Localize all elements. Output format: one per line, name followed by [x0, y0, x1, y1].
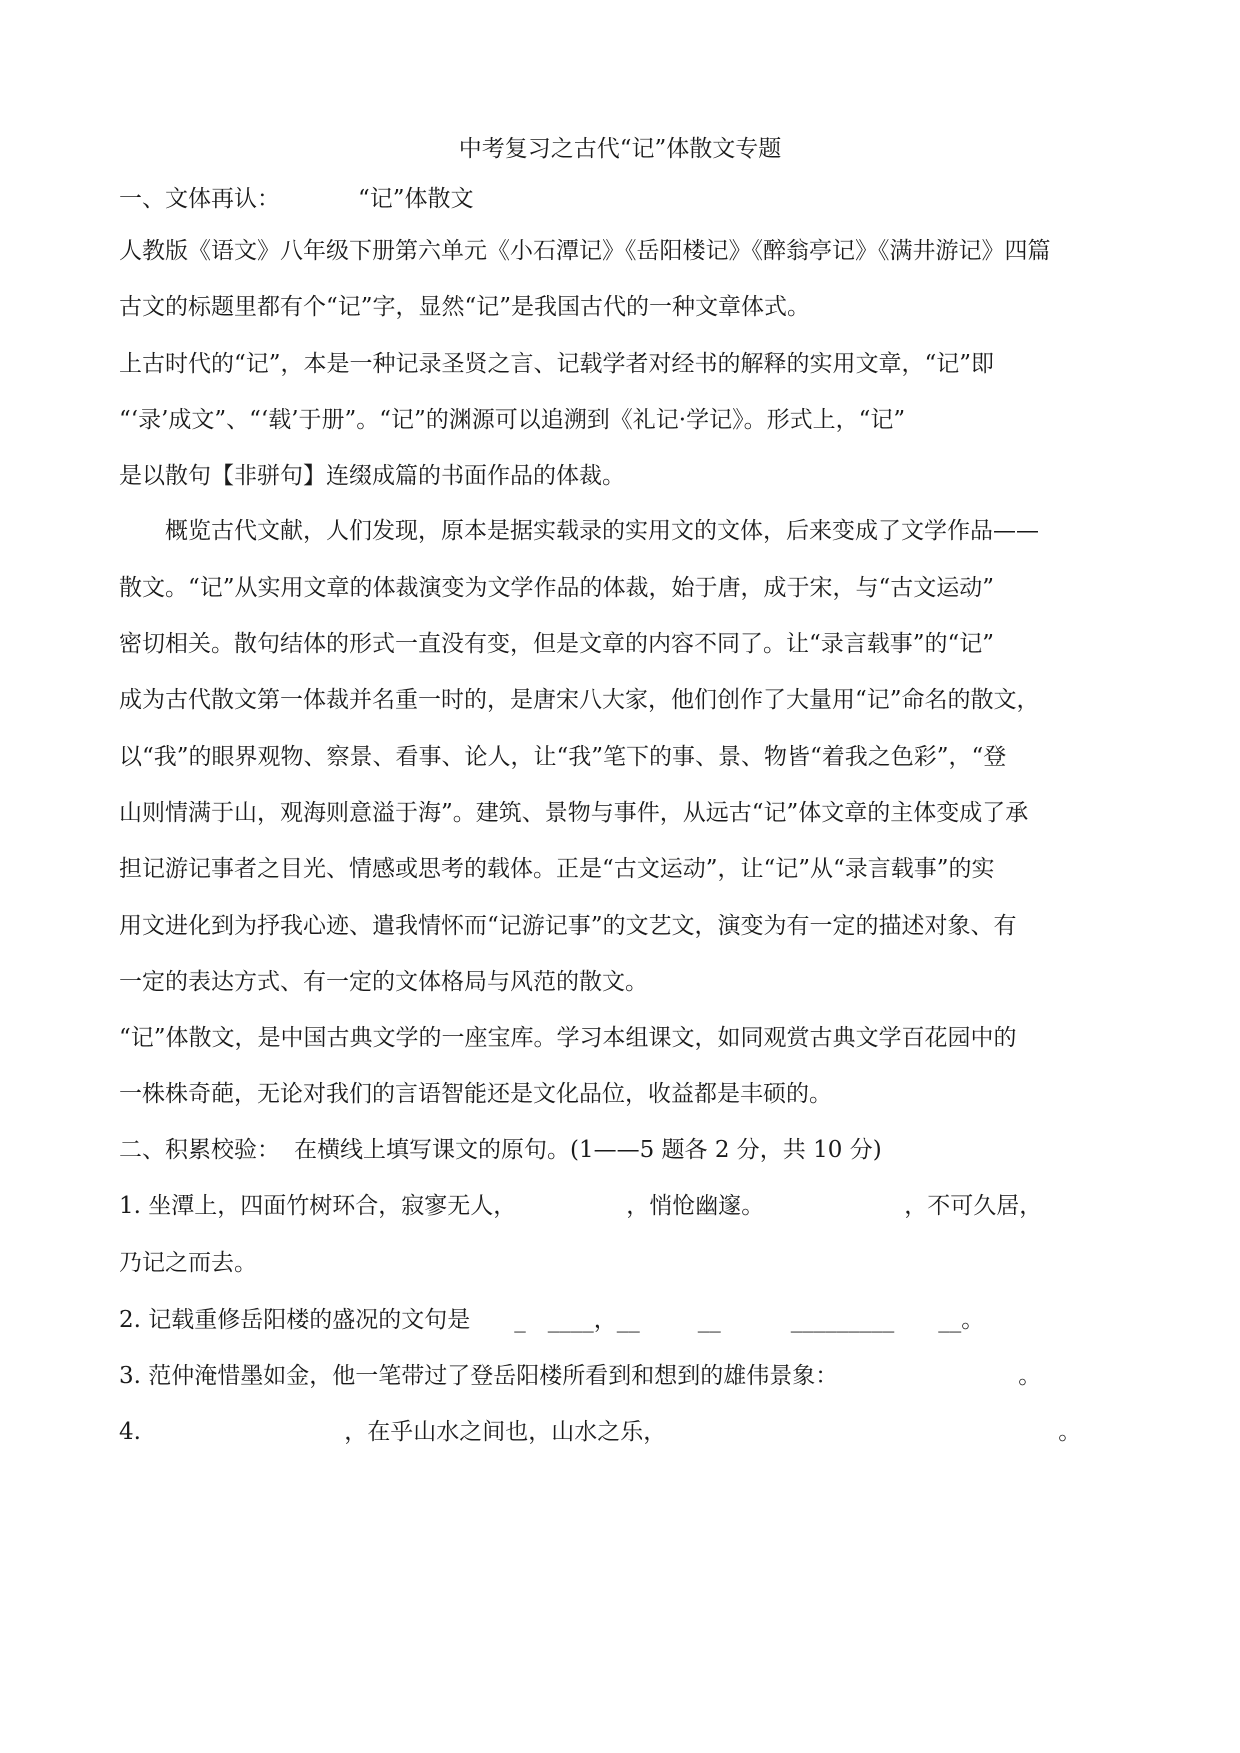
- section-2-label: 二、积累校验：: [119, 1137, 280, 1163]
- question-text: 。: [961, 1307, 985, 1333]
- paragraph-text: 一定的表达方式、有一定的文体格局与风范的散文。: [119, 969, 648, 995]
- paragraph-text: 担记游记事者之目光、情感或思考的载体。正是“古文运动”，让“记”从“录言载事”的实: [119, 856, 995, 882]
- section-1-heading: [119, 183, 1129, 215]
- question-text: 。: [1018, 1363, 1042, 1389]
- paragraph-line: [119, 910, 1129, 942]
- paragraph-line: [119, 572, 1129, 604]
- paragraph-line: [119, 291, 1129, 323]
- document-title: 中考复习之古代“记”体散文专题: [458, 136, 782, 162]
- paragraph-text: 上古时代的“记”，本是一种记录圣贤之言、记载学者对经书的解释的实用文章，“记”即: [119, 351, 995, 377]
- question-2: [119, 1304, 1129, 1336]
- section-2-heading: [119, 1134, 1129, 1166]
- paragraph-text: 古文的标题里都有个“记”字，显然“记”是我国古代的一种文章体式。: [119, 294, 811, 320]
- section-1-subtitle: “记”体散文: [358, 186, 474, 212]
- question-1: [119, 1190, 1129, 1222]
- paragraph-text: 成为古代散文第一体裁并名重一时的，是唐宋八大家，他们创作了大量用“记”命名的散文，: [119, 687, 1040, 713]
- paragraph-text: 密切相关。散句结体的形式一直没有变，但是文章的内容不同了。让“录言载事”的“记”: [119, 631, 995, 657]
- paragraph-text: 散文。“记”从实用文章的体裁演变为文学作品的体裁，始于唐，成于宋，与“古文运动”: [119, 575, 995, 601]
- question-number: 2.: [119, 1307, 141, 1333]
- question-text: ，悄怆幽邃。: [626, 1193, 765, 1219]
- paragraph-text: 用文进化到为抒我心迹、遣我情怀而“记游记事”的文艺文，演变为有一定的描述对象、有: [119, 913, 1017, 939]
- paragraph-line: [119, 741, 1129, 773]
- answer-blank[interactable]: __: [697, 1307, 721, 1333]
- paragraph-text: 是以散句【非骈句】连缀成篇的书面作品的体裁。: [119, 463, 625, 489]
- section-1-label: 一、文体再认：: [119, 186, 280, 212]
- paragraph-text: 以“我”的眼界观物、察景、看事、论人，让“我”笔下的事、景、物皆“着我之色彩”，“登: [119, 744, 1007, 770]
- question-text: 记载重修岳阳楼的盛况的文句是: [148, 1307, 471, 1333]
- paragraph-text: 一株株奇葩，无论对我们的言语智能还是文化品位，收益都是丰硕的。: [119, 1081, 832, 1107]
- paragraph-line: [119, 404, 1129, 436]
- paragraph-text: “‘录’成文”、“‘载’于册”。“记”的渊源可以追溯到《礼记·学记》。形式上，“记”: [119, 407, 906, 433]
- paragraph-line: [119, 460, 1129, 492]
- paragraph-line: [119, 797, 1129, 829]
- answer-blank[interactable]: __: [616, 1307, 640, 1333]
- question-text: ，不可久居，: [904, 1193, 1043, 1219]
- paragraph-text: 人教版《语文》八年级下册第六单元《小石潭记》《岳阳楼记》《醉翁亭记》《满井游记》四篇: [119, 238, 1051, 264]
- question-text: ，: [593, 1307, 617, 1333]
- paragraph-line: [119, 1022, 1129, 1054]
- answer-blank[interactable]: __: [938, 1307, 962, 1333]
- answer-blank[interactable]: ____: [547, 1307, 594, 1333]
- question-text: 乃记之而去。: [119, 1250, 257, 1276]
- paragraph-text: “记”体散文，是中国古典文学的一座宝库。学习本组课文，如同观赏古典文学百花园中的: [119, 1025, 1017, 1051]
- paragraph-text: 概览古代文献，人们发现，原本是据实载录的实用文的文体，后来变成了文学作品——: [165, 518, 1039, 544]
- paragraph-line: [119, 235, 1129, 267]
- question-3: [119, 1360, 1129, 1392]
- question-number: 4.: [119, 1419, 141, 1445]
- question-4: [119, 1416, 1129, 1448]
- paragraph-line: [119, 1078, 1129, 1110]
- paragraph-line: [119, 515, 1129, 547]
- paragraph-line: [119, 684, 1129, 716]
- question-number: 3.: [119, 1363, 141, 1389]
- question-number: 1.: [119, 1193, 141, 1219]
- question-text: ，在乎山水之间也，山水之乐，: [344, 1419, 667, 1445]
- paragraph-line: [119, 628, 1129, 660]
- paragraph-text: 山则情满于山，观海则意溢于海”。建筑、景物与事件，从远古“记”体文章的主体变成了承: [119, 800, 1029, 826]
- question-text: 范仲淹惜墨如金，他一笔带过了登岳阳楼所看到和想到的雄伟景象：: [148, 1363, 839, 1389]
- answer-blank[interactable]: _: [514, 1307, 526, 1333]
- section-2-instruction: 在横线上填写课文的原句。(1——5 题各 2 分，共 10 分): [294, 1137, 882, 1163]
- answer-blank[interactable]: _________: [790, 1307, 895, 1333]
- paragraph-line: [119, 853, 1129, 885]
- question-text: 坐潭上，四面竹树环合，寂寥无人，: [148, 1193, 517, 1219]
- question-1-continued: [119, 1247, 1129, 1279]
- paragraph-line: [119, 348, 1129, 380]
- question-text: 。: [1058, 1419, 1082, 1445]
- paragraph-line: [119, 966, 1129, 998]
